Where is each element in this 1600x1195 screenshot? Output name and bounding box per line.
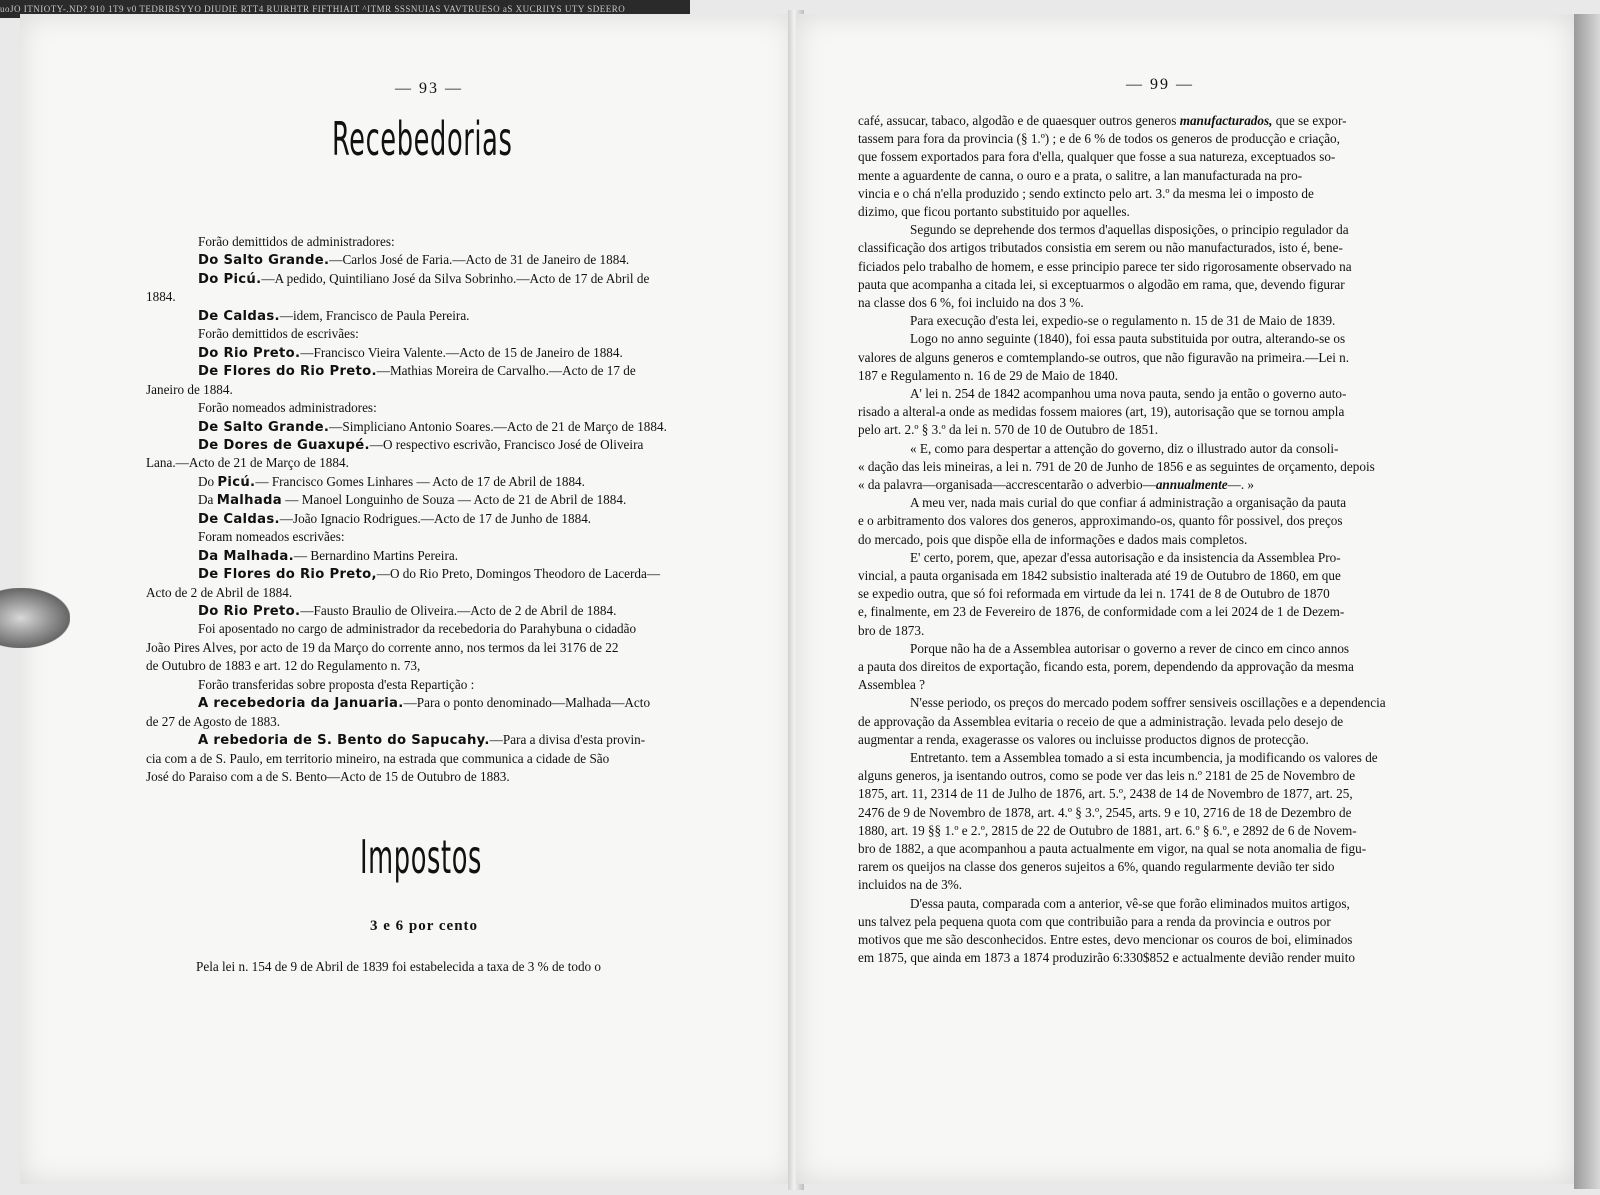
- right-line: motivos que me são desconhecidos. Entre estes, devo mencionar os couros de boi, eliminados: [858, 932, 1353, 947]
- left-line: [198, 510, 591, 529]
- section-title-impostos: Impostos: [360, 830, 482, 884]
- entry-heading: De Caldas.: [198, 511, 280, 527]
- right-line: na classe dos 6 %, foi incluido na dos 3 %.: [858, 295, 1084, 310]
- right-line: Segundo se deprehende dos termos d'aquellas disposições, o principio regulador da: [910, 222, 1349, 238]
- right-line: mente a aguardente de canna, o ouro e a prata, o salitre, a lan manufacturada na pro-: [858, 167, 1303, 183]
- line-text: « da palavra—organisada—accrescentarão o adverbio—: [858, 477, 1156, 492]
- right-line: bro de 1882, a que acompanhou a pauta actualmente em vigor, na qual se nota anomalia de figu-: [858, 841, 1367, 856]
- right-line: N'esse periodo, os preços do mercado podem soffrer sensiveis oscillações e a dependencia: [910, 695, 1386, 711]
- left-line: [198, 491, 626, 510]
- entry-heading: De Flores do Rio Preto,: [198, 567, 377, 583]
- entry-text: —Francisco Vieira Valente.—Acto de 15 de Janeiro de 1884.: [300, 344, 623, 360]
- right-line: bro de 1873.: [858, 622, 925, 638]
- right-line: Logo no anno seguinte (1840), foi essa pauta substituida por outra, alterando-se os: [910, 331, 1346, 347]
- right-line: pelo art. 2.º § 3.º da lei n. 570 de 10 de Outubro de 1851.: [858, 422, 1159, 438]
- right-line: 1875, art. 11, 2314 de 11 de Julho de 1876, art. 5.º, 2438 de 14 de Novembro de 1877, art. 25,: [858, 786, 1353, 802]
- right-line: [858, 112, 1346, 130]
- impostos-first-line: Pela lei n. 154 de 9 de Abril de 1839 foi estabelecida a taxa de 3 % de todo o: [196, 959, 602, 974]
- entry-heading: De Caldas.: [198, 308, 280, 324]
- entry-text: —Para a divisa d'esta provin-: [489, 732, 646, 748]
- right-line: a pauta dos direitos de exportação, ficando esta, porem, dependendo da approvação da mesma: [858, 659, 1354, 674]
- right-line: incluidos na de 3%.: [858, 877, 963, 893]
- entry-heading: Do Picú.: [198, 271, 262, 287]
- left-line: José do Paraiso com a de S. Bento—Acto de 15 de Outubro de 1883.: [146, 769, 510, 785]
- entry-text: —O do Rio Preto, Domingos Theodoro de Lacerda—: [376, 566, 661, 582]
- left-line: [198, 436, 643, 455]
- left-line: [198, 694, 650, 713]
- entry-text: —Carlos José de Faria.—Acto de 31 de Janeiro de 1884.: [329, 252, 630, 268]
- entry-text: —Fausto Braulio de Oliveira.—Acto de 2 de Abril de 1884.: [300, 603, 617, 618]
- right-line: 187 e Regulamento n. 16 de 29 de Maio de 1840.: [858, 367, 1119, 383]
- right-line: A meu ver, nada mais curial do que confiar á administração a organisação da pauta: [910, 495, 1347, 511]
- right-line: « dação das leis mineiras, a lei n. 791 de 20 de Junho de 1856 e as seguintes de orçamento, depois: [858, 458, 1375, 474]
- entry-heading: A rebedoria de S. Bento do Sapucahy.: [198, 733, 490, 749]
- right-line: e, finalmente, em 23 de Fevereiro de 1876, de conformidade com a lei 2024 de 1 de Dezem-: [858, 604, 1345, 620]
- left-line: Lana.—Acto de 21 de Março de 1884.: [146, 455, 349, 471]
- right-page-number: — 99 —: [1126, 76, 1194, 93]
- right-line: Porque não ha de a Assemblea autorisar o governo a rever de cinco em cinco annos: [910, 640, 1350, 656]
- entry-text: —O respectivo escrivão, Francisco José de Oliveira: [369, 436, 644, 452]
- entry-text: — Bernardino Martins Pereira.: [293, 547, 458, 563]
- right-line: [858, 476, 1254, 494]
- left-line: [198, 270, 649, 289]
- left-line: Acto de 2 de Abril de 1884.: [146, 584, 293, 600]
- entry-heading: Do Salto Grande.: [198, 253, 330, 269]
- right-line: se expedio outra, que só foi reformada em virtude da lei n. 1741 de 8 de Outubro de 1870: [858, 586, 1330, 602]
- right-line: uns talvez pela pequena quota com que contribuião para a renda da provincia e outros por: [858, 913, 1331, 929]
- left-line: João Pires Alves, por acto de 19 da Março do corrente anno, nos termos da lei 3176 de 22: [146, 639, 619, 655]
- right-line: augmentar a renda, exagerasse os valores ou incluisse productos dignos de protecção.: [858, 731, 1309, 747]
- right-line: vincial, a pauta organisada em 1842 subsistio inalterada até 19 de Outubro de 1860, em que: [858, 568, 1341, 583]
- left-page: [20, 14, 796, 1184]
- entry-heading: Malhada: [216, 493, 282, 509]
- left-line: de Outubro de 1883 e art. 12 do Regulamento n. 73,: [146, 658, 421, 674]
- left-line: 1884.: [146, 289, 176, 305]
- right-line: tassem para fora da provincia (§ 1.º) ; e de 6 % de todos os generos de producção e criação,: [858, 131, 1340, 147]
- right-line: Assemblea ?: [858, 677, 926, 693]
- line-text: café, assucar, tabaco, algodão e de quaesquer outros generos: [858, 113, 1180, 128]
- right-line: Entretanto. tem a Assemblea tomado a si esta incumbencia, ja modificando os valores de: [910, 750, 1378, 765]
- right-line: rarem os queijos na classe dos generos sujeitos a 6%, quando regularmente devião ter sido: [858, 859, 1335, 875]
- left-line: [198, 565, 660, 584]
- page-edge-right: [1574, 14, 1600, 1189]
- left-line: cia com a de S. Paulo, em territorio mineiro, na estrada que communica a cidade de São: [146, 750, 610, 766]
- left-line: [198, 547, 458, 566]
- right-line: vincia e o chá n'ella produzido ; sendo extincto pelo art. 3.º da mesma lei o imposto de: [858, 185, 1314, 201]
- left-line: Forão demittidos de escrivães:: [198, 326, 359, 342]
- left-line: [198, 344, 623, 363]
- right-line: pauta que acompanha a citada lei, si exceptuarmos o algodão em rama, que, devendo figurar: [858, 276, 1345, 292]
- top-clipping-band: uoJO ITNIOTY-.ND? 910 1T9 v0 TEDRIRSYYO DIUDIE RTT4 RUIRHTR FIFTHIAIT ^ITMR SSSNUIAS VAVTRUESO aS XUCRIIYS UTY SDEERO: [0, 0, 690, 18]
- line-text-end: —. »: [1227, 477, 1255, 492]
- left-line: Foram nomeados escrivães:: [198, 529, 345, 545]
- left-line: [198, 362, 636, 381]
- left-line: [198, 731, 645, 750]
- left-line: Forão transferidas sobre proposta d'esta Repartição :: [198, 676, 475, 692]
- entry-heading: De Salto Grande.: [198, 419, 330, 435]
- entry-heading: De Dores de Guaxupé.: [198, 437, 370, 453]
- line-prefix: Da: [198, 492, 217, 508]
- right-line: e o arbitramento dos valores dos generos, approximando-os, quanto fôr possivel, dos preços: [858, 513, 1343, 529]
- right-line: de approvação da Assemblea evitaria o receio de que a administração. levada pelo desejo de: [858, 713, 1344, 729]
- entry-heading: Do Rio Preto.: [198, 604, 301, 619]
- line-text-end: que se expor-: [1272, 113, 1347, 128]
- left-line: Foi aposentado no cargo de administrador da recebedoria do Parahybuna o cidadão: [198, 621, 637, 637]
- line-prefix: Do: [198, 473, 218, 489]
- section-title-recebedorias: Recebedorias: [332, 112, 513, 166]
- right-line: D'essa pauta, comparada com a anterior, vê-se que forão eliminados muitos artigos,: [910, 895, 1350, 911]
- entry-text: —idem, Francisco de Paula Pereira.: [279, 307, 470, 323]
- left-line: [198, 307, 469, 326]
- entry-heading: A recebedoria da Januaria.: [198, 696, 404, 712]
- entry-heading: De Flores do Rio Preto.: [198, 364, 377, 380]
- right-line: ficiados pelo trabalho de homem, e esse principio parece ter sido rigorosamente observado na: [858, 258, 1352, 274]
- right-line: valores de alguns generos e comtemplando-se outros, que não figuravão na primeira.—Lei n.: [858, 349, 1350, 365]
- right-line: dizimo, que ficou portanto substituido por aquelles.: [858, 204, 1130, 219]
- entry-text: — Manoel Longuinho de Souza — Acto de 21 de Abril de 1884.: [281, 492, 627, 508]
- left-line: [198, 473, 585, 492]
- right-line: do mercado, pois que dispõe ella de informações e dados mais completos.: [858, 531, 1248, 547]
- right-line: risado a alteral-a onde as medidas fossem maiores (art, 19), autorisação que se tornou ampla: [858, 404, 1345, 420]
- right-line: que fossem exportados para fora d'ella, qualquer que fosse a sua natureza, exceptuados so-: [858, 149, 1336, 165]
- right-line: em 1875, que ainda em 1873 a 1874 produzirão 6:330$852 e actualmente devião render muito: [858, 950, 1355, 966]
- right-line: A' lei n. 254 de 1842 acompanhou uma nova pauta, sendo ja então o governo auto-: [910, 386, 1347, 401]
- right-line: E' certo, porem, que, apezar d'essa autorisação e da insistencia da Assemblea Pro-: [910, 549, 1341, 565]
- thumb-shadow: [0, 588, 70, 648]
- left-page-number: — 93 —: [395, 80, 463, 97]
- right-line: classificação dos artigos tributados consistia em serem ou não manufacturados, isto é, bene-: [858, 240, 1343, 256]
- left-line: de 27 de Agosto de 1883.: [146, 713, 281, 729]
- right-page: [796, 14, 1574, 1184]
- emphasis-text: annualmente: [1155, 477, 1228, 492]
- right-line: Para execução d'esta lei, expedio-se o regulamento n. 15 de 31 de Maio de 1839.: [910, 313, 1336, 329]
- entry-heading: Do Rio Preto.: [198, 345, 301, 361]
- entry-text: — Francisco Gomes Linhares — Acto de 17 de Abril de 1884.: [255, 473, 585, 489]
- right-line: « E, como para despertar a attenção do governo, diz o illustrado autor da consoli-: [910, 440, 1339, 456]
- right-line: alguns generos, ja isentando outros, como se pode ver das leis n.º 2181 de 25 de Novembro de: [858, 768, 1356, 784]
- left-line: Forão demittidos de administradores:: [198, 234, 395, 249]
- left-line: Forão nomeados administradores:: [198, 400, 377, 416]
- left-line: Janeiro de 1884.: [146, 381, 233, 397]
- entry-text: —João Ignacio Rodrigues.—Acto de 17 de Junho de 1884.: [279, 510, 592, 526]
- entry-text: —A pedido, Quintiliano José da Silva Sobrinho.—Acto de 17 de Abril de: [261, 270, 650, 286]
- left-line: [198, 602, 616, 621]
- right-line: 1880, art. 19 §§ 1.º e 2.º, 2815 de 22 de Outubro de 1881, art. 6.º § 6.º, e 2892 de 6 de Novem-: [858, 822, 1357, 838]
- entry-text: —Para o ponto denominado—Malhada—Acto: [403, 695, 651, 711]
- left-line: [198, 251, 629, 270]
- right-line: 2476 de 9 de Novembro de 1878, art. 4.º § 3.º, 2545, arts. 9 e 10, 2716 de 18 de Dezembro de: [858, 804, 1352, 820]
- entry-text: —Mathias Moreira de Carvalho.—Acto de 17 de: [376, 363, 636, 379]
- section-subtitle: 3 e 6 por cento: [370, 918, 479, 934]
- left-line: [198, 418, 667, 437]
- emphasis-text: manufacturados,: [1179, 113, 1273, 128]
- entry-heading: Da Malhada.: [198, 548, 294, 564]
- entry-heading: Picú.: [217, 474, 256, 490]
- entry-text: —Simpliciano Antonio Soares.—Acto de 21 de Março de 1884.: [329, 418, 667, 434]
